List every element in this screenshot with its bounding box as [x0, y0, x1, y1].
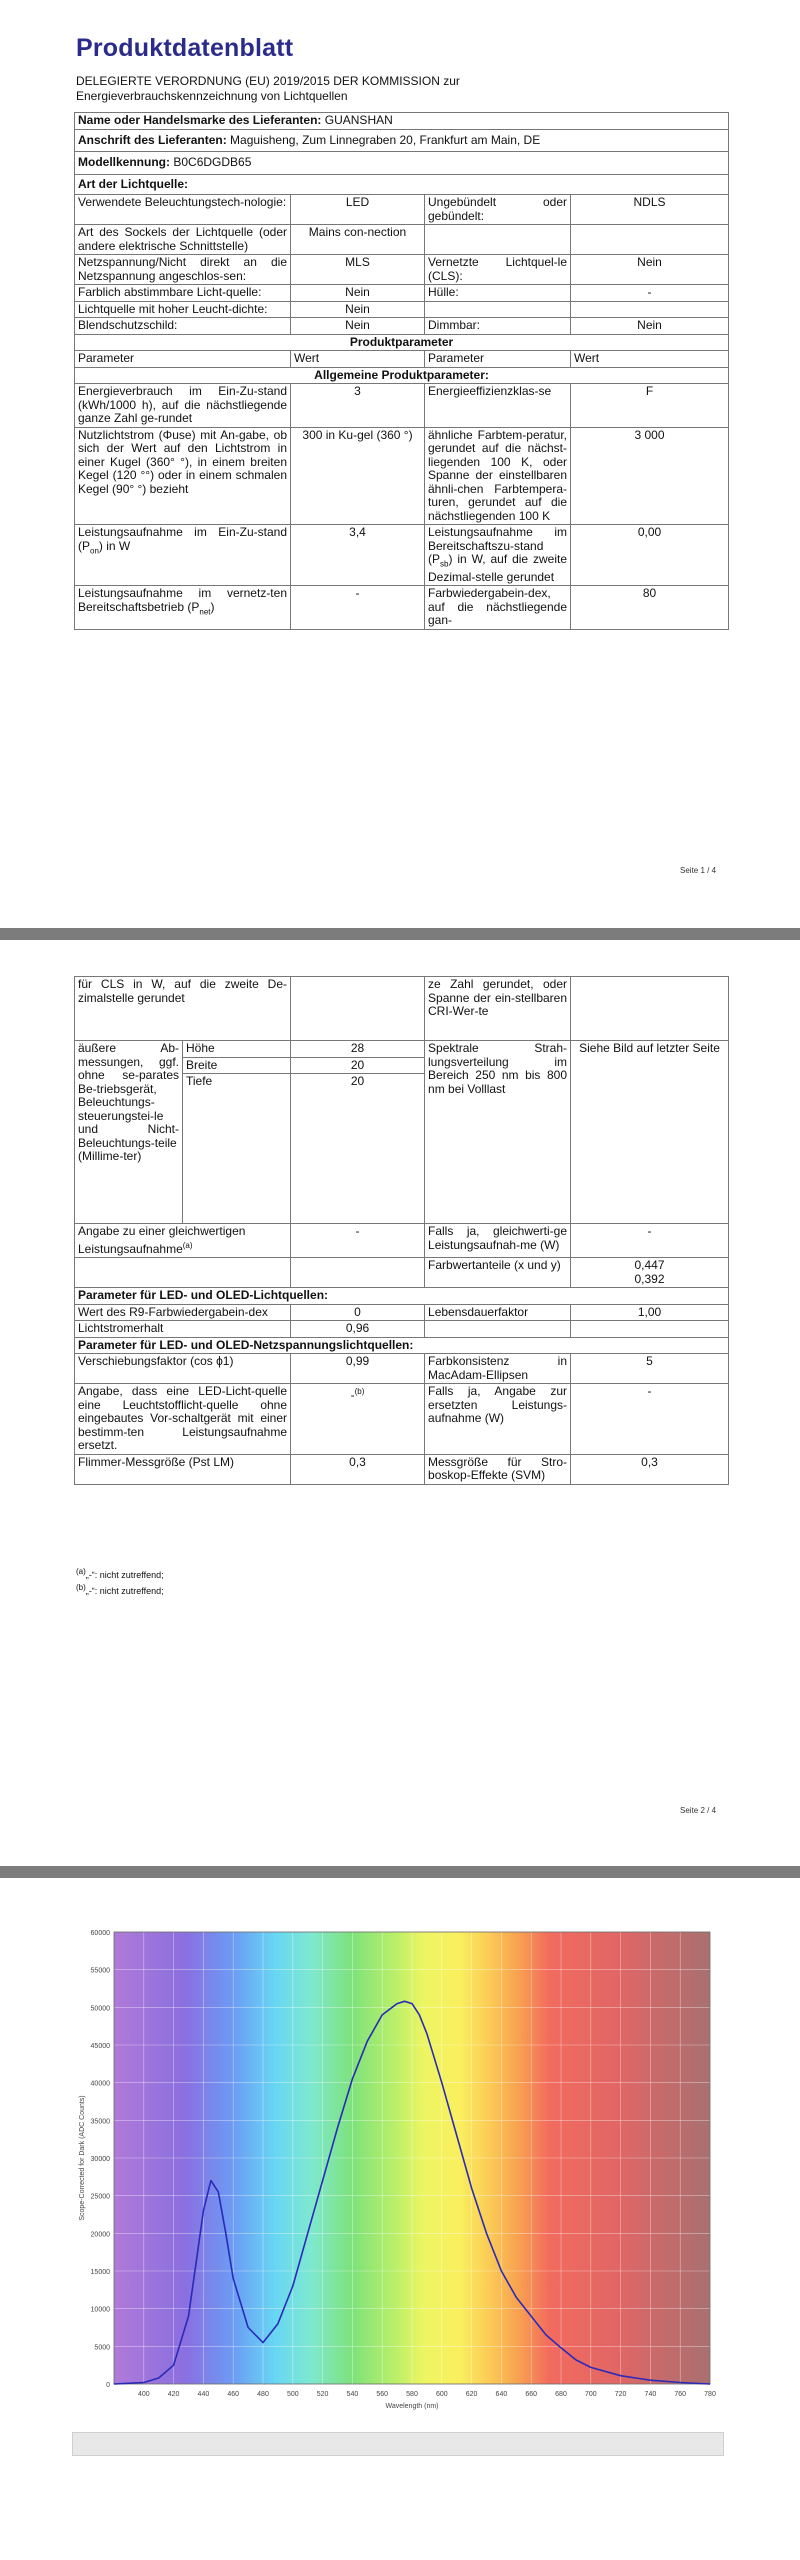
model-row	[75, 152, 729, 175]
on-mode-power-label: Leistungsaufnahme im Ein-Zu-stand $(P_{on})$ in W	[75, 525, 291, 586]
networked-standby-label-cont: für CLS in W, auf die zweite De-zimalstelle gerundet	[75, 977, 291, 1041]
x-tick-label: 440	[197, 2391, 210, 2398]
table-row	[75, 301, 729, 318]
width-value: 20	[291, 1057, 425, 1074]
col-header-param: Parameter	[75, 351, 291, 368]
r9-value: 0	[291, 1304, 425, 1321]
light-source-heading-row	[75, 174, 729, 195]
product-table-page-1	[74, 112, 729, 630]
lumen-maintenance-value: 0,96	[291, 1321, 425, 1338]
light-source-heading: Art der Lichtquelle:	[75, 174, 729, 195]
y-tick-label: 10000	[90, 2306, 110, 2314]
replacement-claim-value: -$^{(b)}$	[291, 1384, 425, 1455]
page-number-2: Seite 2 / 4	[680, 1806, 717, 1815]
r9-label: Wert des R9-Farbwiedergabein-dex	[75, 1304, 291, 1321]
product-params-heading-row	[75, 334, 729, 351]
footnote-b: $^{(b)}$„-“: nicht zutreffend;	[76, 1583, 164, 1596]
networked-standby-value: -	[291, 586, 425, 630]
colour-consistency-label: Farbkonsistenz in MacAdam-Ellipsen	[425, 1354, 571, 1384]
mains-label: Netzspannung/Nicht direkt an die Netzspannung angeschlos-sen:	[75, 255, 291, 285]
y-tick-label: 0	[106, 2382, 110, 2389]
page-number-1: Seite 1 / 4	[680, 866, 717, 875]
x-tick-label: 740	[644, 2391, 657, 2398]
general-params-heading-row	[75, 367, 729, 384]
supplier-name-row	[75, 113, 729, 130]
supplier-address-label: Anschrift des Lieferanten:	[78, 132, 227, 147]
supplier-address-row	[75, 129, 729, 152]
x-tick-label: 580	[406, 2391, 418, 2398]
networked-standby-label: Leistungsaufnahme im vernetz-ten Bereitschaftsbetrieb $(P_{net})$	[75, 586, 291, 630]
equivalent-claim-value: -	[571, 1224, 729, 1258]
product-table-page-2	[74, 976, 729, 1485]
model-label: Modellkennung:	[78, 155, 170, 169]
height-value: 28	[291, 1041, 425, 1058]
depth-label: Tiefe	[183, 1074, 291, 1224]
x-tick-label: 520	[316, 2391, 329, 2398]
table-row	[75, 525, 729, 586]
anti-glare-value: Nein	[291, 318, 425, 335]
y-tick-label: 15000	[90, 2269, 110, 2276]
x-axis-label: Wavelength (nm)	[385, 2403, 439, 2410]
x-tick-label: 760	[674, 2391, 687, 2398]
tech-value: LED	[291, 195, 425, 225]
equivalent-claim-label: Falls ja, gleichwerti-ge Leistungsaufnah-me (W)	[425, 1224, 571, 1258]
cct-value: 3 000	[571, 427, 729, 525]
cri-label: Farbwiedergabein-dex, auf die nächstliegende gan-	[425, 586, 571, 630]
table-row	[75, 225, 729, 255]
page-1	[0, 0, 800, 928]
replaced-power-label: Falls ja, Angabe zur ersetzten Leistungs-aufnahme (W)	[425, 1384, 571, 1455]
socket-label: Art des Sockels der Lichtquelle (oder andere elektrische Schnittstelle)	[75, 225, 291, 255]
y-tick-label: 50000	[90, 2005, 110, 2013]
y-axis-label: Scope-Corrected for Dark (ADC Counts)	[79, 2095, 86, 2221]
x-tick-label: 600	[435, 2391, 448, 2398]
table-row	[75, 1454, 729, 1484]
displacement-factor-label: Verschiebungsfaktor (cos ϕ1)	[75, 1354, 291, 1384]
replacement-claim-label: Angabe, dass eine LED-Licht-quelle eine Leuchtstofflicht-quelle ohne eingebautes Vor-schaltgerät mit einer bestimm-ten Leistungsaufnahme ersetzt.	[75, 1384, 291, 1455]
energy-class-value: F	[571, 384, 729, 428]
table-row	[75, 195, 729, 225]
table-row	[75, 977, 729, 1041]
dimensions-height-row	[75, 1041, 729, 1058]
x-tick-label: 620	[465, 2391, 478, 2398]
horizontal-scrollbar[interactable]	[72, 2432, 724, 2456]
y-tick-label: 25000	[90, 2193, 110, 2201]
y-tick-label: 60000	[90, 1930, 110, 1937]
dimensions-label: äußere Ab-messungen, ggf. ohne se-parates Be-triebsgerät, Beleuchtungs-steuerungstei-le und Nicht-Beleuchtungs-teile (Millime-ter)	[75, 1041, 183, 1224]
standby-power-value: 0,00	[571, 525, 729, 586]
luminous-flux-value: 300 in Ku-gel (360 °)	[291, 427, 425, 525]
on-mode-power-value: 3,4	[291, 525, 425, 586]
col-header-value: Wert	[291, 351, 425, 368]
x-tick-label: 780	[704, 2391, 716, 2398]
x-tick-label: 700	[584, 2391, 597, 2398]
high-luminance-value: Nein	[291, 301, 425, 318]
spectral-label: Spektrale Strah-lungsverteilung im Bereich 250 nm bis 800 nm bei Volllast	[425, 1041, 571, 1224]
footnote-a: $^{(a)}$„-“: nicht zutreffend;	[76, 1567, 164, 1580]
standby-power-label: Leistungsaufnahme im Bereitschaftszu-stand $(P_{sb})$ in W, auf die zweite Dezimal-stelle gerundet	[425, 525, 571, 586]
cri-label-cont: ze Zahl gerundet, oder Spanne der ein-stellbaren CRI-Wer-te	[425, 977, 571, 1041]
x-tick-label: 460	[227, 2391, 240, 2398]
high-luminance-label: Lichtquelle mit hoher Leucht-dichte:	[75, 301, 291, 318]
width-label: Breite	[183, 1057, 291, 1074]
luminous-flux-label: Nutzlichtstrom (Φuse) mit An-gabe, ob sich der Wert auf den Lichtstrom in einer Kugel (360° °), in einem breiten Kegel (120 °°) oder in einem schmalen Kegel (90° °) bezieht	[75, 427, 291, 525]
general-params-heading: Allgemeine Produktparameter:	[75, 367, 729, 384]
dimmable-label: Dimmbar:	[425, 318, 571, 335]
energy-consumption-value: 3	[291, 384, 425, 428]
document-subtitle: DELEGIERTE VERORDNUNG (EU) 2019/2015 DER KOMMISSION zur Energieverbrauchskennzeichnung von Lichtquellen	[76, 74, 460, 103]
colour-consistency-value: 5	[571, 1354, 729, 1384]
y-tick-label: 30000	[90, 2156, 110, 2163]
led-params-heading: Parameter für LED- und OLED-Lichtquellen:	[75, 1288, 729, 1305]
mains-value: MLS	[291, 255, 425, 285]
y-tick-label: 55000	[90, 1967, 110, 1975]
table-row	[75, 1258, 729, 1288]
spectrum-chart-svg	[70, 1920, 722, 2432]
chromaticity-value: 0,447 0,392	[571, 1258, 729, 1288]
socket-value: Mains con-nection	[291, 225, 425, 255]
x-tick-label: 680	[555, 2391, 567, 2398]
cri-value: 80	[571, 586, 729, 630]
model-value: B0C6DGDB65	[173, 155, 252, 169]
table-row	[75, 285, 729, 302]
y-tick-label: 40000	[90, 2080, 110, 2088]
anti-glare-label: Blendschutzschild:	[75, 318, 291, 335]
colour-tunable-label: Farblich abstimmbare Licht-quelle:	[75, 285, 291, 302]
page-2	[0, 940, 800, 1866]
tech-label: Verwendete Beleuchtungstech-nologie:	[75, 195, 291, 225]
height-label: Höhe	[183, 1041, 291, 1058]
table-row	[75, 1354, 729, 1384]
y-tick-label: 20000	[90, 2231, 110, 2239]
x-tick-label: 420	[167, 2391, 180, 2398]
page-separator	[0, 928, 800, 940]
led-params-heading-row	[75, 1288, 729, 1305]
displacement-factor-value: 0,99	[291, 1354, 425, 1384]
y-tick-label: 45000	[90, 2043, 110, 2050]
depth-value: 20	[291, 1074, 425, 1224]
supplier-name-label: Name oder Handelsmarke des Lieferanten:	[78, 113, 322, 127]
mains-params-heading-row	[75, 1337, 729, 1354]
supplier-address-value: Maguisheng, Zum Linnegraben 20, Frankfurt am Main, DE	[230, 132, 541, 147]
y-tick-label: 35000	[90, 2118, 110, 2126]
table-row	[75, 255, 729, 285]
connected-value: Nein	[571, 255, 729, 285]
equivalent-power-label: Angabe zu einer gleichwertigen Leistungsaufnahme$^{(a)}$	[75, 1224, 291, 1258]
column-header-row	[75, 351, 729, 368]
x-tick-label: 720	[614, 2391, 627, 2398]
x-tick-label: 640	[495, 2391, 508, 2398]
col-header-param-2: Parameter	[425, 351, 571, 368]
lifetime-factor-value: 1,00	[571, 1304, 729, 1321]
energy-class-label: Energieeffizienzklas-se	[425, 384, 571, 428]
x-tick-label: 500	[286, 2391, 299, 2398]
equivalent-power-value: -	[291, 1224, 425, 1258]
envelope-value: -	[571, 285, 729, 302]
lifetime-factor-label: Lebensdauerfaktor	[425, 1304, 571, 1321]
table-row	[75, 318, 729, 335]
spectrum-chart	[70, 1920, 722, 2450]
x-tick-label: 540	[346, 2391, 359, 2398]
table-row	[75, 1384, 729, 1455]
y-tick-label: 5000	[94, 2344, 110, 2352]
flicker-value: 0,3	[291, 1454, 425, 1484]
x-tick-label: 560	[376, 2391, 389, 2398]
document-title: Produktdatenblatt	[76, 34, 294, 62]
x-tick-label: 660	[525, 2391, 538, 2398]
col-header-value-2: Wert	[571, 351, 729, 368]
lumen-maintenance-label: Lichtstromerhalt	[75, 1321, 291, 1338]
svm-label: Messgröße für Stro-boskop-Effekte (SVM)	[425, 1454, 571, 1484]
x-tick-label: 480	[257, 2391, 269, 2398]
dimmable-value: Nein	[571, 318, 729, 335]
table-row	[75, 1304, 729, 1321]
colour-tunable-value: Nein	[291, 285, 425, 302]
spectral-value: Siehe Bild auf letzter Seite	[571, 1041, 729, 1224]
chromaticity-label: Farbwertanteile (x und y)	[425, 1258, 571, 1288]
energy-consumption-label: Energieverbrauch im Ein-Zu-stand (kWh/1000 h), auf die nächstliegende ganze Zahl ge-rundet	[75, 384, 291, 428]
table-row	[75, 1321, 729, 1338]
mains-params-heading: Parameter für LED- und OLED-Netzspannungslichtquellen:	[75, 1337, 729, 1354]
bundled-label: Ungebündelt oder gebündelt:	[425, 195, 571, 225]
envelope-label: Hülle:	[425, 285, 571, 302]
table-row	[75, 427, 729, 525]
table-row	[75, 586, 729, 630]
product-params-heading: Produktparameter	[75, 334, 729, 351]
svm-value: 0,3	[571, 1454, 729, 1484]
connected-label: Vernetzte Lichtquel-le (CLS):	[425, 255, 571, 285]
x-tick-label: 400	[137, 2391, 150, 2398]
cct-label: ähnliche Farbtem-peratur, gerundet auf die nächst-liegenden 100 K, oder Spanne der einstellbaren ähnli-chen Farbtempera-turen, gerundet auf die nächstliegenden 100 K	[425, 427, 571, 525]
supplier-name-value: GUANSHAN	[324, 113, 393, 127]
page-separator	[0, 1866, 800, 1878]
table-row	[75, 1224, 729, 1258]
replaced-power-value: -	[571, 1384, 729, 1455]
table-row	[75, 384, 729, 428]
flicker-label: Flimmer-Messgröße (Pst LM)	[75, 1454, 291, 1484]
bundled-value: NDLS	[571, 195, 729, 225]
